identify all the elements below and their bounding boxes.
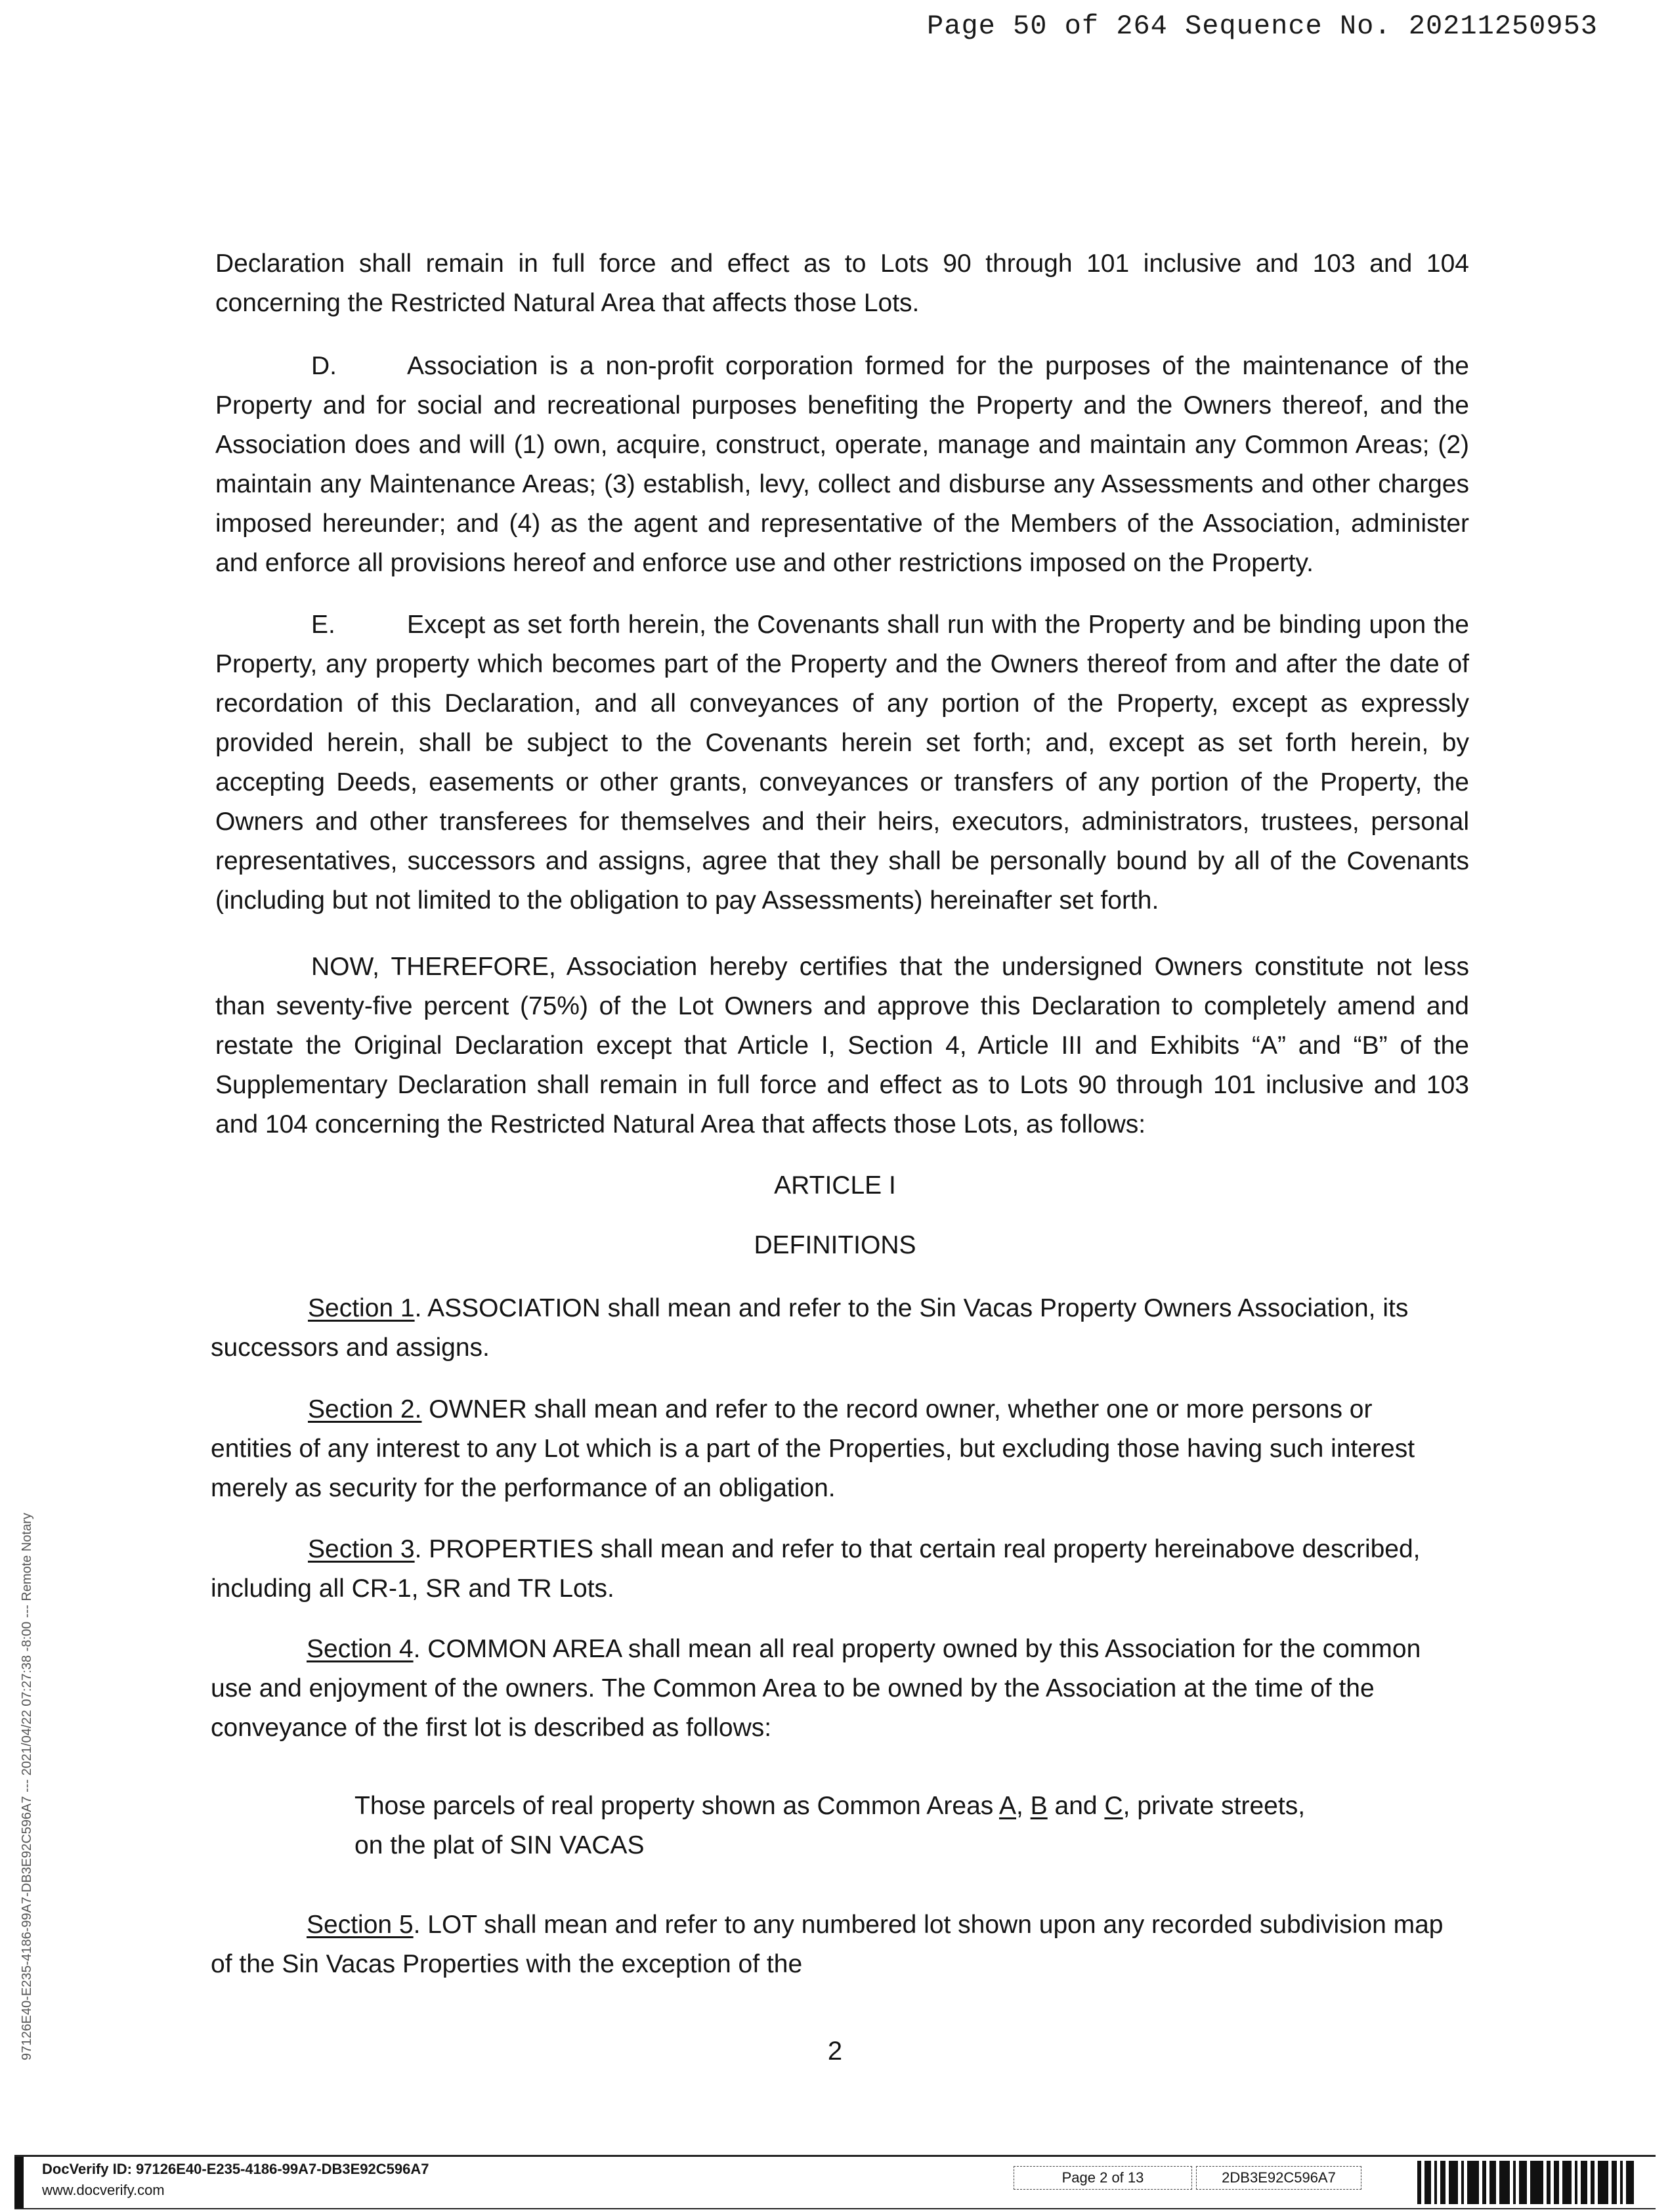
docverify-id: DocVerify ID: 97126E40-E235-4186-99A7-DB3E92C596A7: [42, 2161, 429, 2177]
section-3-text: . PROPERTIES shall mean and refer to that certain real property hereinabove described, including all CR-1, SR and TR Lots.: [211, 1535, 1421, 1603]
paragraph-e-marker: E.: [311, 611, 335, 639]
barcode-icon: [1417, 2161, 1637, 2204]
common-area-private-streets: , private streets,: [1123, 1792, 1306, 1820]
common-area-and: and: [1047, 1792, 1105, 1820]
section-5-label: Section 5: [307, 1911, 414, 1939]
section-5: [211, 1905, 1458, 1984]
paragraph-e: [215, 605, 1469, 921]
footer-left-marker: [14, 2157, 24, 2208]
notary-side-stamp: 97126E40-E235-4186-99A7-DB3E92C596A7 --- 2021/04/22 07:27:38 -8:00 --- Remote Notary: [20, 1513, 34, 2060]
section-1-label: Section 1: [308, 1294, 415, 1322]
section-2: [211, 1390, 1458, 1508]
common-area-description: [354, 1787, 1470, 1865]
section-2-label: Section 2.: [308, 1395, 422, 1423]
paragraph-d-marker: D.: [311, 352, 337, 380]
paragraph-declaration-continued: Declaration shall remain in full force and effect as to Lots 90 through 101 inclusive and 103 and 104 concerning the Restricted Natural Area that affects those Lots.: [215, 249, 1469, 317]
article-number: ARTICLE I: [774, 1171, 896, 1200]
section-3: [211, 1530, 1458, 1609]
docverify-footer: [14, 2155, 1656, 2209]
paragraph-d: [215, 347, 1469, 583]
common-area-comma: ,: [1016, 1792, 1031, 1820]
paragraph-d-text: Association is a non-profit corporation formed for the purposes of the maintenance of the Property and for social and recreational purposes benefiting the Property and the Owners thereof, and the Association does and will (1) own, acquire, construct, operate, manage and maintain any Common Areas; (2) maintain any Maintenance Areas; (3) establish, levy, collect and disburse any Assessments and other charges imposed hereunder; and (4) as the agent and representative of the Members of the Association, administer and enforce all provisions hereof and enforce use and other restrictions imposed on the Property.: [215, 352, 1469, 577]
section-5-text: . LOT shall mean and refer to any numbered lot shown upon any recorded subdivision map of the Sin Vacas Properties with the exception of the: [211, 1911, 1444, 1978]
common-area-description-text: Those parcels of real property shown as Common Areas: [354, 1792, 999, 1820]
section-2-text: OWNER shall mean and refer to the record owner, whether one or more persons or entities of any interest to any Lot which is a part of the Properties, but excluding those having such interest merely as security for the performance of an obligation.: [211, 1395, 1415, 1502]
section-1-text: . ASSOCIATION shall mean and refer to the Sin Vacas Property Owners Association, its successors and assigns.: [211, 1294, 1409, 1362]
article-title: DEFINITIONS: [754, 1231, 916, 1259]
docverify-url[interactable]: www.docverify.com: [42, 2182, 165, 2198]
common-area-plat: on the plat of SIN VACAS: [354, 1831, 645, 1859]
common-area-c: C: [1104, 1792, 1123, 1820]
section-1: [211, 1289, 1458, 1368]
paragraph-now-therefore: NOW, THEREFORE, Association hereby certifies that the undersigned Owners constitute not less than seventy-five percent (75%) of the Lot Owners and approve this Declaration to completely amend and restate the Original Declaration except that Article I, Section 4, Article III and Exhibits “A” and “B” of the Supplementary Declaration shall remain in full force and effect as to Lots 90 through 101 inclusive and 103 and 104 concerning the Restricted Natural Area that affects those Lots, as follows:: [215, 953, 1469, 1139]
common-area-a: A: [998, 1792, 1016, 1820]
page-number: 2: [827, 2037, 843, 2066]
footer-page-box: Page 2 of 13: [1014, 2166, 1192, 2190]
page-sequence-header: Page 50 of 264 Sequence No. 20211250953: [927, 11, 1598, 42]
section-4: [211, 1630, 1458, 1748]
footer-code-box: 2DB3E92C596A7: [1196, 2166, 1361, 2190]
common-area-b: B: [1030, 1792, 1048, 1820]
section-4-label: Section 4: [307, 1635, 414, 1663]
section-4-text: . COMMON AREA shall mean all real property owned by this Association for the common use and enjoyment of the owners. The Common Area to be owned by the Association at the time of the conveyance of the first lot is described as follows:: [211, 1635, 1421, 1742]
paragraph-e-text: Except as set forth herein, the Covenants shall run with the Property and be binding upon the Property, any property which becomes part of the Property and the Owners thereof from and after the date of recordation of this Declaration, and all conveyances of any portion of the Property, except as expressly provided herein, shall be subject to the Covenants herein set forth; and, except as set forth herein, by accepting Deeds, easements or other grants, conveyances or transfers of any portion of the Property, the Owners and other transferees for themselves and their heirs, executors, administrators, trustees, personal representatives, successors and assigns, agree that they shall be personally bound by all of the Covenants (including but not limited to the obligation to pay Assessments) hereinafter set forth.: [215, 611, 1469, 915]
section-3-label: Section 3: [308, 1535, 415, 1563]
